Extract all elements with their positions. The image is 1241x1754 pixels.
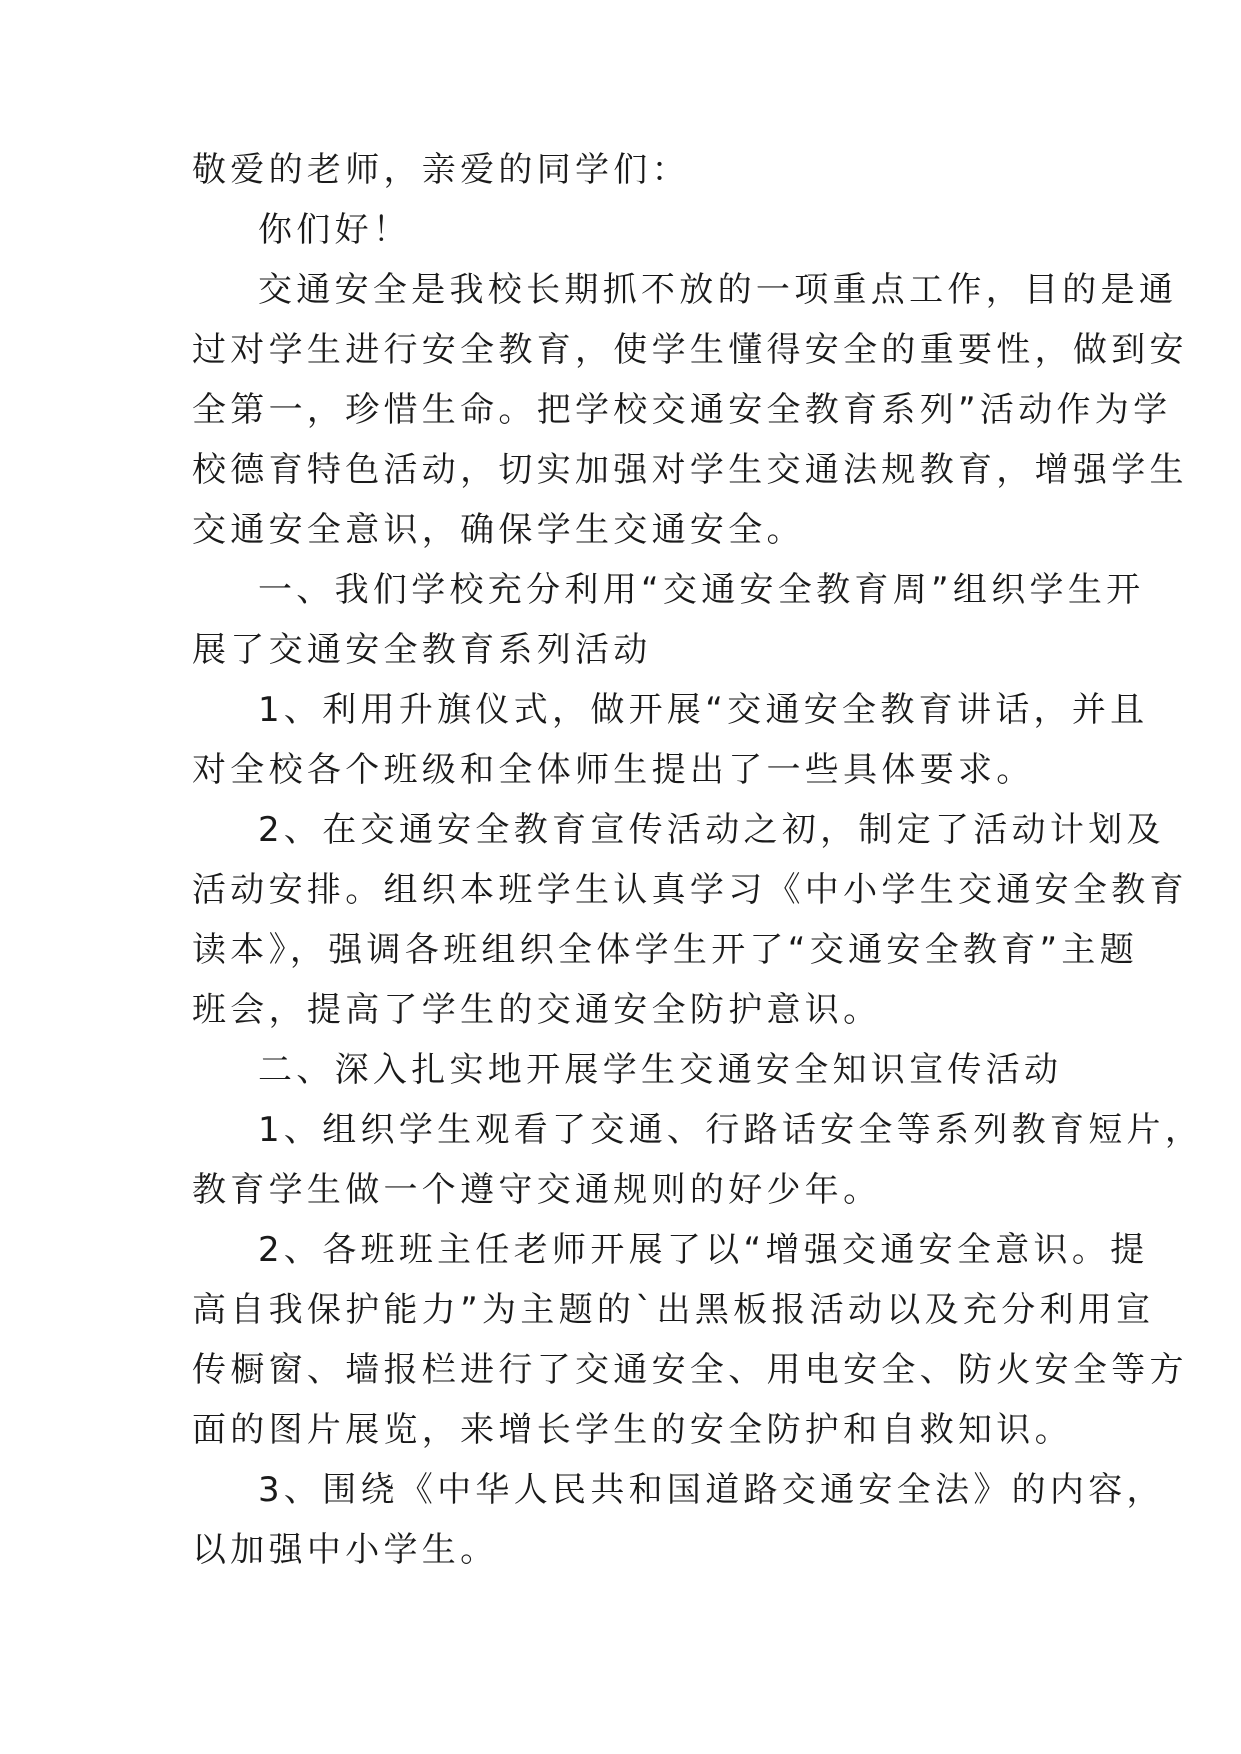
list-item-line: 以加强中小学生。	[192, 1530, 499, 1570]
list-item-line: 1、利用升旗仪式，做开展“交通安全教育讲话，并且	[258, 690, 1149, 730]
section-heading-line: 一、我们学校充分利用“交通安全教育周”组织学生开	[258, 570, 1145, 610]
paragraph-line: 全第一，珍惜生命。把学校交通安全教育系列”活动作为学	[192, 390, 1172, 430]
list-item-line: 班会，提高了学生的交通安全防护意识。	[192, 990, 882, 1030]
list-item-line: 教育学生做一个遵守交通规则的好少年。	[192, 1170, 882, 1210]
list-item-line: 传橱窗、墙报栏进行了交通安全、用电安全、防火安全等方	[192, 1350, 1188, 1390]
section-heading-line: 二、深入扎实地开展学生交通安全知识宣传活动	[258, 1050, 1063, 1090]
list-item-line: 2、各班班主任老师开展了以“增强交通安全意识。提	[258, 1230, 1149, 1270]
paragraph-line: 过对学生进行安全教育，使学生懂得安全的重要性，做到安	[192, 330, 1188, 370]
list-item-line: 1、组织学生观看了交通、行路话安全等系列教育短片，	[258, 1110, 1204, 1150]
greeting-line: 你们好！	[258, 210, 412, 250]
section-heading-line: 展了交通安全教育系列活动	[192, 630, 652, 670]
list-item-line: 活动安排。组织本班学生认真学习《中小学生交通安全教育	[192, 870, 1188, 910]
list-item-line: 2、在交通安全教育宣传活动之初，制定了活动计划及	[258, 810, 1165, 850]
list-item-line: 高自我保护能力”为主题的`出黑板报活动以及充分利用宣	[192, 1290, 1155, 1330]
paragraph-line: 交通安全意识，确保学生交通安全。	[192, 510, 805, 550]
paragraph-line: 交通安全是我校长期抓不放的一项重点工作，目的是通	[258, 270, 1178, 310]
paragraph-line: 校德育特色活动，切实加强对学生交通法规教育，增强学生	[192, 450, 1188, 490]
salutation-line: 敬爱的老师，亲爱的同学们：	[192, 150, 690, 190]
list-item-line: 读本》，强调各班组织全体学生开了“交通安全教育”主题	[192, 930, 1139, 970]
list-item-line: 面的图片展览，来增长学生的安全防护和自救知识。	[192, 1410, 1073, 1450]
list-item-line: 3、围绕《中华人民共和国道路交通安全法》的内容，	[258, 1470, 1165, 1510]
list-item-line: 对全校各个班级和全体师生提出了一些具体要求。	[192, 750, 1035, 790]
